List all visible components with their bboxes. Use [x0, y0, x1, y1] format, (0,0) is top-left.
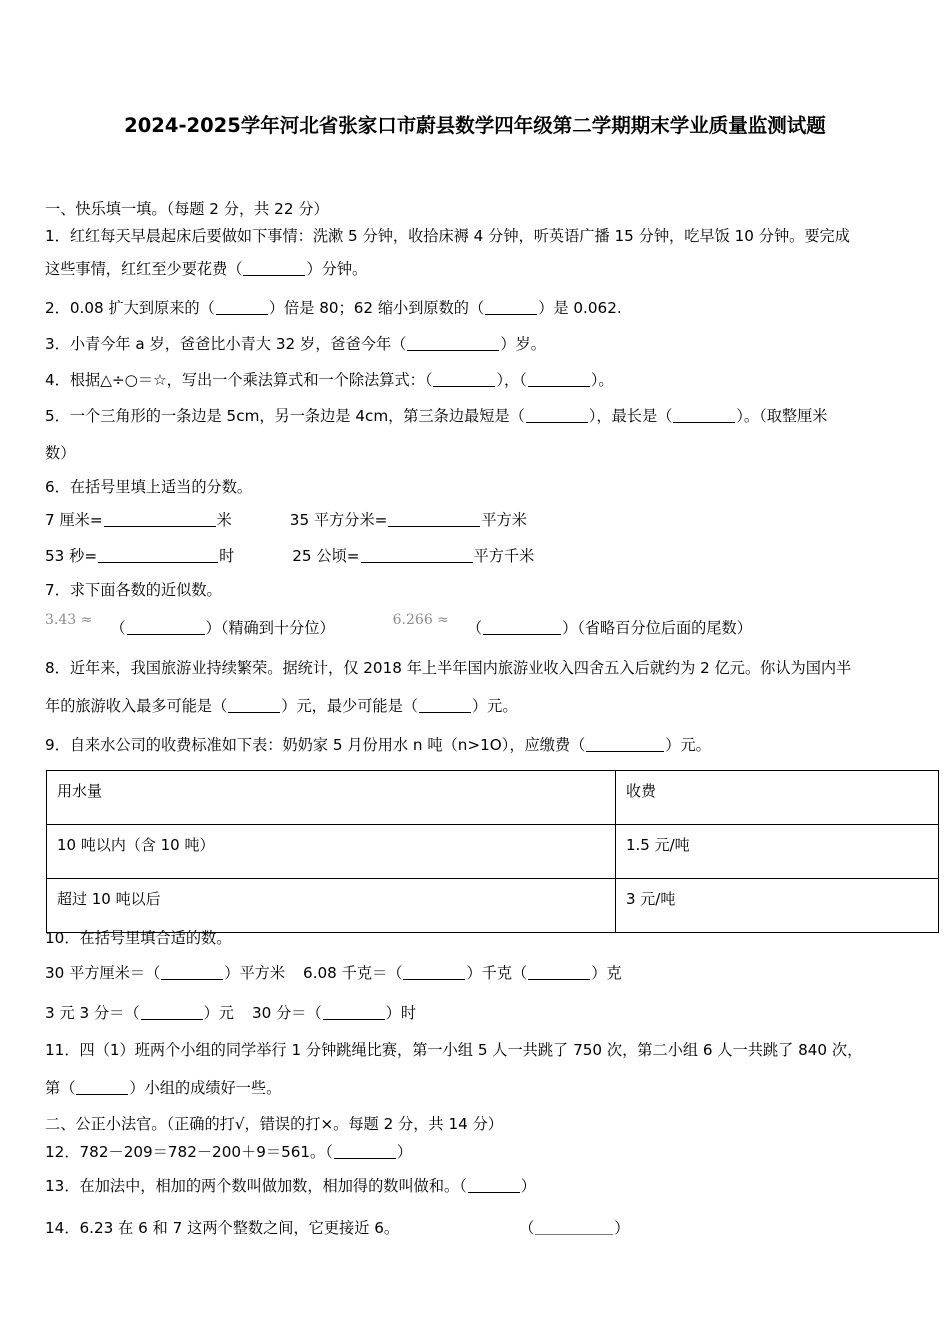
answer-blank[interactable]: [673, 409, 735, 423]
question-2-part-a: 2．0.08 扩大到原来的（: [45, 299, 215, 317]
question-2-part-b: ）倍是 80；62 缩小到原数的（: [268, 299, 485, 317]
q6-r1c1-pre: 7 厘米=: [45, 511, 103, 529]
q6-r2c2-pre: 25 公顷=: [292, 547, 360, 565]
question-4-part-c: ）。: [590, 371, 614, 389]
question-6: [45, 472, 907, 574]
q12-part-a: 12．782－209＝782－200＋9＝561。（: [45, 1143, 333, 1161]
q7-left-note: ）（精确到十分位）: [205, 619, 335, 637]
q10-r1-c: 6.08 千克＝（: [303, 964, 403, 982]
question-5-part-b: ），最长是（: [588, 407, 673, 425]
question-1-line-2-pre: 这些事情，红红至少要花费（: [45, 260, 243, 278]
q6-r2c2-post: 平方千米: [473, 547, 535, 565]
question-4: [45, 362, 907, 398]
question-7-row: [45, 606, 907, 651]
table-row: [47, 825, 939, 879]
question-13: [45, 1165, 907, 1207]
section-heading-2: 二、公正小法官。（正确的打√，错误的打×。每题 2 分，共 14 分）: [45, 1115, 503, 1133]
q6-r1c1-post: 米: [216, 511, 232, 529]
q10-r1-d: ）千克（: [466, 964, 528, 982]
q10-r1-e: ）克: [591, 964, 622, 982]
question-2-part-c: ）是 0.062.: [538, 299, 622, 317]
q10-r1-b: ）平方米: [224, 964, 286, 982]
question-6-row-2: [45, 538, 907, 574]
question-5-line-2: 数）: [45, 444, 76, 462]
question-5-part-c: ）。（取整厘米: [736, 407, 828, 425]
answer-blank[interactable]: [104, 513, 216, 527]
answer-blank[interactable]: [76, 1081, 128, 1095]
question-11: [45, 1033, 907, 1109]
page-title: 2024-2025学年河北省张家口市蔚县数学四年级第二学期期末学业质量监测试题: [124, 114, 826, 137]
table-header-charge: 收费: [616, 771, 939, 825]
question-3: [45, 326, 907, 362]
section-heading-1: 一、快乐填一填。（每题 2 分，共 22 分）: [45, 200, 329, 218]
question-8-line-1: 8．近年来，我国旅游业持续繁荣。据统计，仅 2018 年上半年国内旅游业收入四舍五入后就约为 2 亿元。你认为国内半: [45, 659, 852, 677]
q6-r1c2-pre: 35 平方分米=: [289, 511, 388, 529]
question-7: [45, 574, 907, 651]
table-cell-usage: 10 吨以内（含 10 吨）: [47, 825, 616, 879]
answer-blank[interactable]: [407, 337, 499, 351]
answer-blank[interactable]: [323, 1006, 385, 1020]
question-10-row-2: [45, 993, 907, 1033]
question-4-part-a: 4．根据△÷○＝☆，写出一个乘法算式和一个除法算式：（: [45, 371, 433, 389]
answer-blank[interactable]: [388, 513, 480, 527]
table-header-row: [47, 771, 939, 825]
answer-blank[interactable]: [528, 373, 590, 387]
question-3-part-a: 3．小青今年 a 岁，爸爸比小青大 32 岁，爸爸今年（: [45, 335, 407, 353]
question-8-line-2: [45, 685, 907, 727]
q9-part-a: 9．自来水公司的收费标准如下表：奶奶家 5 月份用水 n 吨（n>1O），应缴费（: [45, 736, 586, 754]
question-8: [45, 651, 907, 727]
question-9: [45, 727, 907, 763]
answer-blank[interactable]: [141, 1006, 203, 1020]
q14-part-a: 14．6.23 在 6 和 7 这两个整数之间，它更接近 6。: [45, 1219, 400, 1237]
answer-blank[interactable]: [419, 699, 471, 713]
q14-open-paren: （: [519, 1219, 535, 1237]
question-6-stem: 6．在括号里填上适当的分数。: [45, 478, 253, 496]
answer-blank[interactable]: [403, 966, 465, 980]
answer-blank[interactable]: [468, 1179, 520, 1193]
question-1-line-2-post: ）分钟。: [306, 260, 368, 278]
question-4-part-b: ），（: [496, 371, 527, 389]
q8-part-b: ）元，最少可能是（: [281, 697, 418, 715]
answer-blank[interactable]: [535, 1221, 613, 1235]
table-cell-usage: 超过 10 吨以后: [47, 879, 616, 933]
question-10-stem: 10．在括号里填合适的数。: [45, 929, 232, 947]
q9-part-b: ）元。: [665, 736, 711, 754]
q6-r2c1-post: 时: [219, 547, 235, 565]
q6-r2c1-pre: 53 秒=: [45, 547, 98, 565]
answer-blank[interactable]: [161, 966, 223, 980]
table-header-usage: 用水量: [47, 771, 616, 825]
q6-r1c2-post: 平方米: [481, 511, 527, 529]
question-1: [45, 224, 907, 290]
answer-blank[interactable]: [526, 409, 588, 423]
table-cell-charge: 3 元/吨: [616, 879, 939, 933]
q11-part-b: ）小组的成绩好一些。: [129, 1079, 282, 1097]
question-2: [45, 290, 907, 326]
answer-blank[interactable]: [433, 373, 495, 387]
question-7-stem: 7．求下面各数的近似数。: [45, 581, 222, 599]
answer-blank[interactable]: [361, 549, 473, 563]
exam-body: [45, 196, 907, 1249]
q14-close-paren: ）: [614, 1219, 630, 1237]
question-1-line-1: 1．红红每天早晨起床后要做如下事情：洗漱 5 分钟，收拾床褥 4 分钟，听英语广播 15 分钟，吃早饭 10 分钟。要完成: [45, 227, 850, 245]
answer-blank[interactable]: [586, 738, 664, 752]
q7-right-paren: （: [466, 619, 483, 637]
question-1-line-2: [45, 248, 907, 290]
question-10: [45, 923, 907, 1033]
question-11-line-2: [45, 1067, 907, 1109]
q7-left-value: 3.43 ≈: [45, 612, 93, 628]
q8-part-a: 年的旅游收入最多可能是（: [45, 697, 228, 715]
question-10-row-1: [45, 953, 907, 993]
answer-blank[interactable]: [528, 966, 590, 980]
answer-blank[interactable]: [334, 1145, 396, 1159]
q10-r2-b: ）元: [203, 1004, 234, 1022]
q10-r1-a: 30 平方厘米＝（: [45, 964, 161, 982]
question-5-line-1: [45, 398, 907, 434]
fee-table: [46, 770, 939, 933]
answer-blank[interactable]: [228, 699, 280, 713]
q10-r2-c: 30 分＝（: [251, 1004, 322, 1022]
table-cell-charge: 1.5 元/吨: [616, 825, 939, 879]
answer-blank[interactable]: [216, 301, 268, 315]
q12-part-b: ）: [396, 1143, 413, 1161]
question-6-row-1: [45, 502, 907, 538]
q7-right-value: 6.266 ≈: [392, 612, 449, 628]
q10-r2-a: 3 元 3 分＝（: [45, 1004, 140, 1022]
answer-blank[interactable]: [483, 621, 561, 635]
question-5-part-a: 5．一个三角形的一条边是 5cm，另一条边是 4cm，第三条边最短是（: [45, 407, 525, 425]
question-3-part-b: ）岁。: [500, 335, 546, 353]
q10-r2-d: ）时: [385, 1004, 417, 1022]
question-12: [45, 1139, 907, 1165]
q7-right-note: ）（省略百分位后面的尾数）: [562, 619, 752, 637]
q7-left-paren: （: [110, 619, 126, 637]
answer-blank[interactable]: [98, 549, 218, 563]
answer-blank[interactable]: [485, 301, 537, 315]
q13-part-a: 13．在加法中，相加的两个数叫做加数，相加得的数叫做和。（: [45, 1177, 467, 1195]
question-5: [45, 398, 907, 472]
table-row: [47, 879, 939, 933]
q13-part-b: ）: [520, 1177, 536, 1195]
q11-part-a: 第（: [45, 1079, 76, 1097]
answer-blank[interactable]: [243, 262, 305, 276]
question-14: [45, 1207, 907, 1249]
answer-blank[interactable]: [127, 621, 205, 635]
question-11-line-1: 11．四（1）班两个小组的同学举行 1 分钟跳绳比赛，第一小组 5 人一共跳了 750 次，第二小组 6 人一共跳了 840 次，: [45, 1041, 863, 1059]
q8-part-c: ）元。: [471, 697, 518, 715]
